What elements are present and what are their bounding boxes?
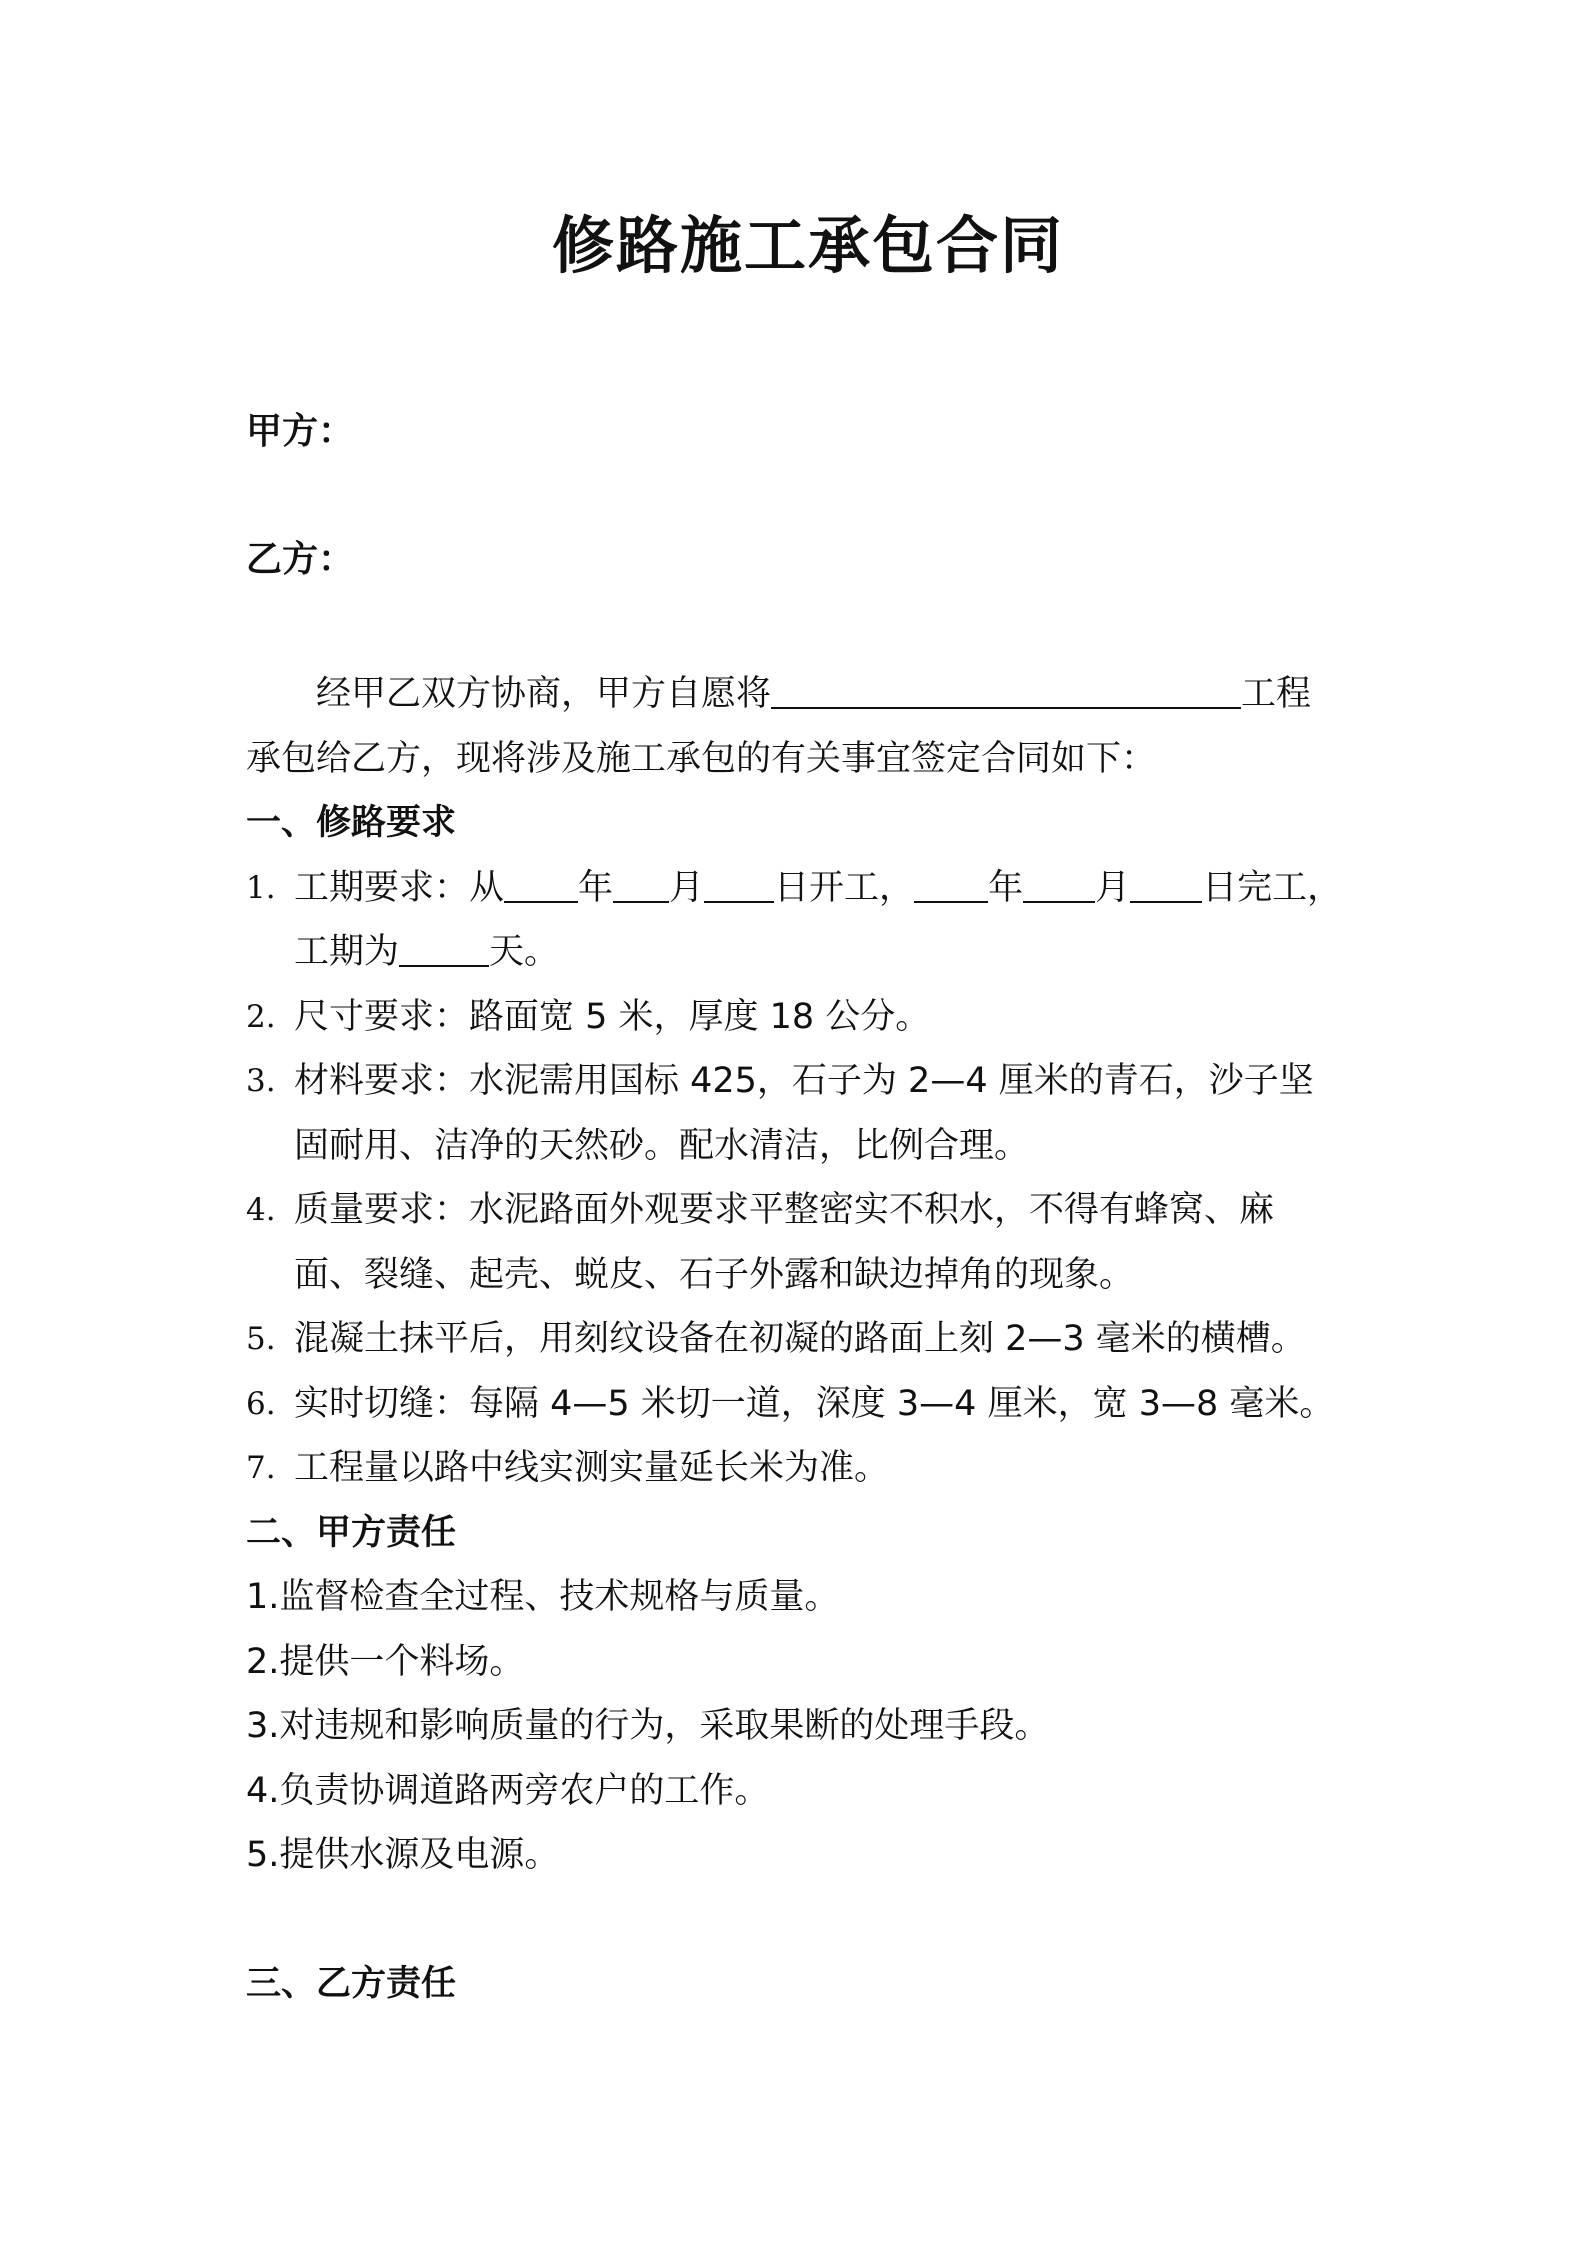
item-number: 4. [246, 1192, 276, 1228]
start-year-blank [504, 863, 578, 903]
list-item [246, 1372, 1371, 1437]
end-month-blank [1023, 863, 1095, 903]
section-spacer [246, 1888, 1371, 1952]
item-text-part: 天。 [489, 932, 560, 972]
intro-text-1: 经甲乙双方协商，甲方自愿将 [316, 674, 772, 714]
item-text: 材料要求：水泥需用国标 425，石子为 2—4 厘米的青石，沙子坚 [294, 1061, 1314, 1101]
list-item-continuation: 面、裂缝、起壳、蜕皮、石子外露和缺边掉角的现象。 [294, 1254, 1135, 1295]
list-item: 5.提供水源及电源。 [246, 1835, 560, 1875]
item-text-part: 年 [578, 867, 614, 908]
intro-line-2: 承包给乙方，现将涉及施工承包的有关事宜签定合同如下： [246, 738, 1157, 779]
item-number: 1. [246, 869, 276, 906]
list-item-continuation [246, 920, 1371, 985]
item-text: 混凝土抹平后，用刻纹设备在初凝的路面上刻 2—3 毫米的横槽。 [294, 1319, 1306, 1359]
list-item [246, 856, 1371, 921]
party-a-label: 甲方： [246, 411, 355, 452]
list-item: 3.对违规和影响质量的行为，采取果断的处理手段。 [246, 1706, 1050, 1746]
project-name-blank [771, 669, 1241, 709]
item-text: 工程量以路中线实测实量延长米为准。 [294, 1448, 890, 1488]
list-item: 2.提供一个料场。 [246, 1641, 525, 1682]
item-text: 尺寸要求：路面宽 5 米，厚度 18 公分。 [294, 996, 931, 1037]
item-number: 7. [246, 1450, 276, 1486]
start-month-blank [613, 863, 669, 903]
list-item [246, 1049, 1371, 1114]
contract-body [246, 662, 1371, 2016]
item-text: 质量要求：水泥路面外观要求平整密实不积水，不得有蜂窝、麻 [294, 1190, 1275, 1230]
intro-line-1 [246, 662, 1371, 727]
list-item [246, 1178, 1371, 1243]
section-2-heading: 二、甲方责任 [246, 1512, 457, 1553]
item-text-part: 日开工， [774, 867, 915, 908]
item-text: 实时切缝：每隔 4—5 米切一道，深度 3—4 厘米，宽 3—8 毫米。 [294, 1383, 1335, 1424]
list-item [246, 1436, 1371, 1501]
item-number: 5. [246, 1321, 276, 1357]
item-number: 6. [246, 1385, 276, 1422]
intro-text-2: 工程 [1241, 674, 1312, 714]
document-title: 修路施工承包合同 [551, 209, 1064, 282]
end-day-blank [1130, 863, 1202, 903]
list-item [246, 1307, 1371, 1372]
item-text-part: 月 [669, 867, 705, 908]
item-text-part: 月 [1095, 867, 1131, 908]
item-text [294, 856, 1371, 921]
end-year-blank [914, 863, 988, 903]
item-text-part: 工期要求：从 [294, 867, 505, 908]
item-text-part: 工期为 [294, 932, 400, 972]
section-1-heading: 一、修路要求 [246, 803, 457, 843]
item-number: 3. [246, 1063, 276, 1099]
start-day-blank [704, 863, 774, 903]
item-text-part: 年 [988, 867, 1024, 908]
list-item-continuation: 固耐用、洁净的天然砂。配水清洁，比例合理。 [294, 1125, 1030, 1166]
duration-days-blank [399, 927, 489, 967]
item-number: 2. [246, 998, 276, 1035]
section-3-heading: 三、乙方责任 [246, 1963, 457, 2004]
item-text-part: 日完工， [1202, 867, 1343, 908]
list-item [246, 985, 1371, 1050]
party-b-label: 乙方： [246, 539, 355, 580]
list-item: 1.监督检查全过程、技术规格与质量。 [246, 1577, 840, 1617]
list-item: 4.负责协调道路两旁农户的工作。 [246, 1770, 770, 1811]
